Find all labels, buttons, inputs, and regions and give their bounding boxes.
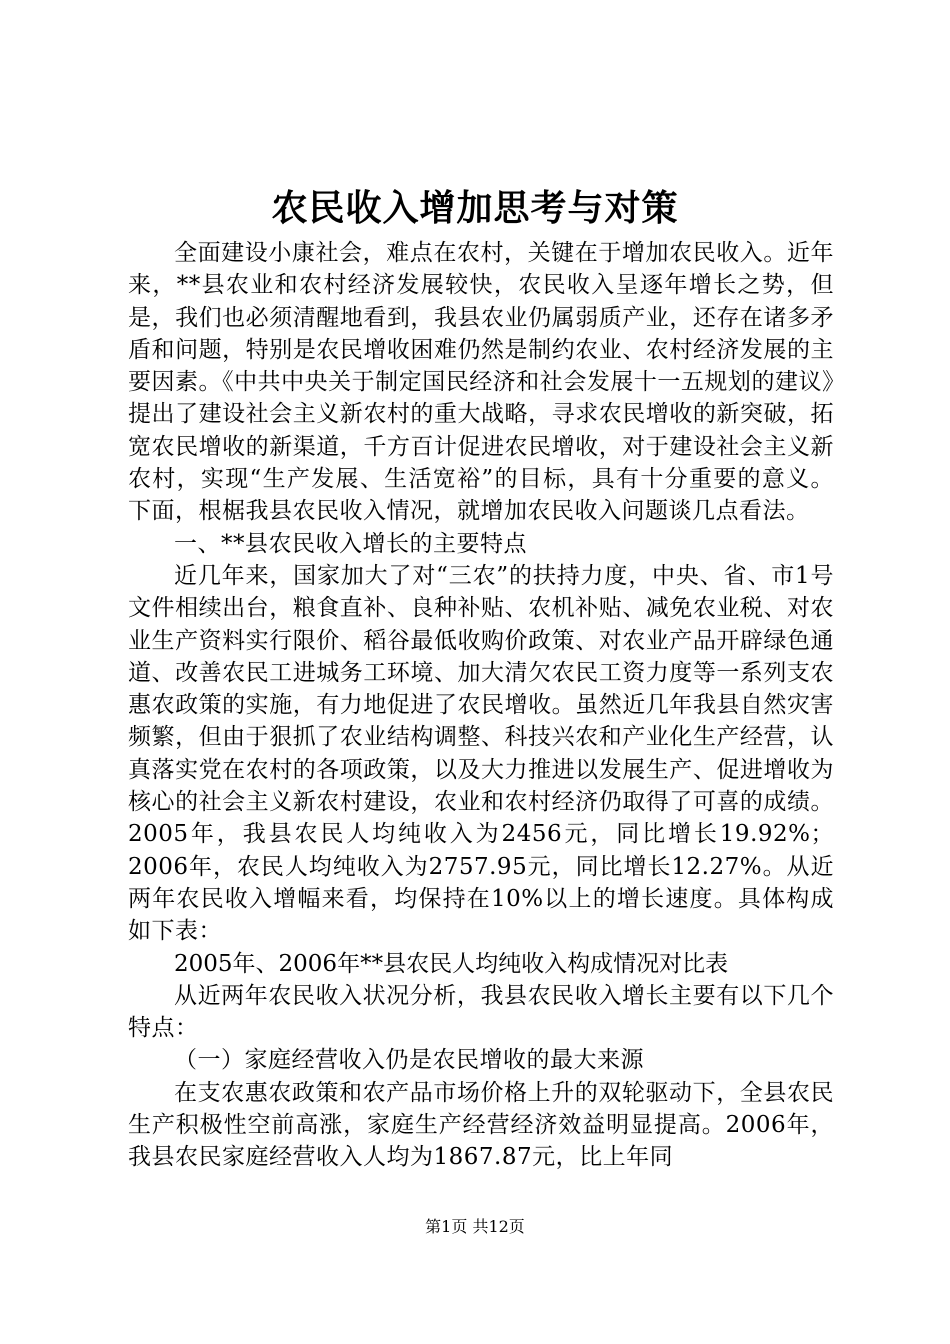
table-caption: 2005年、2006年**县农民人均纯收入构成情况对比表 — [174, 950, 729, 977]
paragraph-intro: 全面建设小康社会，难点在农村，关键在于增加农民收入。近年来，**县农业和农村经济发展较快，农民收入呈逐年增长之势，但是，我们也必须清醒地看到，我县农业仍属弱质产业，还存在诸多矛盾和问题，特别是农民增收困难仍然是制约农业、农村经济发展的主要因素。《中共中央关于制定国民经济和社会发展十一五规划的建议》提出了建设社会主义新农村的重大战略，寻求农民增收的新突破，拓宽农民增收的新渠道，千方百计促进农民增收，对于建设社会主义新农村，实现“生产发展、生活宽裕”的目标，具有十分重要的意义。下面，根椐我县农民收入情况，就增加农民收入问题谈几点看法。 — [128, 240, 834, 525]
document-title: 农民收入增加思考与对策 — [271, 187, 679, 229]
paragraph-household: 在支农惠农政策和农产品市场价格上升的双轮驱动下，全县农民生产积极性空前高涨，家庭生产经营经济效益明显提高。2006年，我县农民家庭经营收入人均为1867.87元，比上年同 — [128, 1079, 834, 1171]
paragraph-analysis: 从近两年农民收入状况分析，我县农民收入增长主要有以下几个特点： — [128, 982, 834, 1042]
section-heading: 一、**县农民收入增长的主要特点 — [174, 530, 527, 557]
document-body — [128, 237, 834, 1174]
paragraph-policy: 近几年来，国家加大了对“三农”的扶持力度，中央、省、市1号文件相续出台，粮食直补、良种补贴、农机补贴、减免农业税、对农业生产资料实行限价、稻谷最低收购价政策、对农业产品开辟绿色通道、改善农民工进城务工环境、加大清欠农民工资力度等一系列支农惠农政策的实施，有力地促进了农民增收。虽然近几年我县自然灾害频繁，但由于狠抓了农业结构调整、科技兴农和产业化生产经营，认真落实党在农村的各项政策，以及大力推进以发展生产、促进增收为核心的社会主义新农村建设，农业和农村经济仍取得了可喜的成绩。2005年，我县农民人均纯收入为2456元，同比增长19.92%；2006年，农民人均纯收入为2757.95元，同比增长12.27%。从近两年农民收入增幅来看，均保持在10%以上的增长速度。具体构成如下表： — [128, 562, 834, 945]
page-footer: 第1页 共12页 — [425, 1217, 525, 1236]
subsection-heading: （一）家庭经营收入仍是农民增收的最大来源 — [174, 1047, 644, 1074]
